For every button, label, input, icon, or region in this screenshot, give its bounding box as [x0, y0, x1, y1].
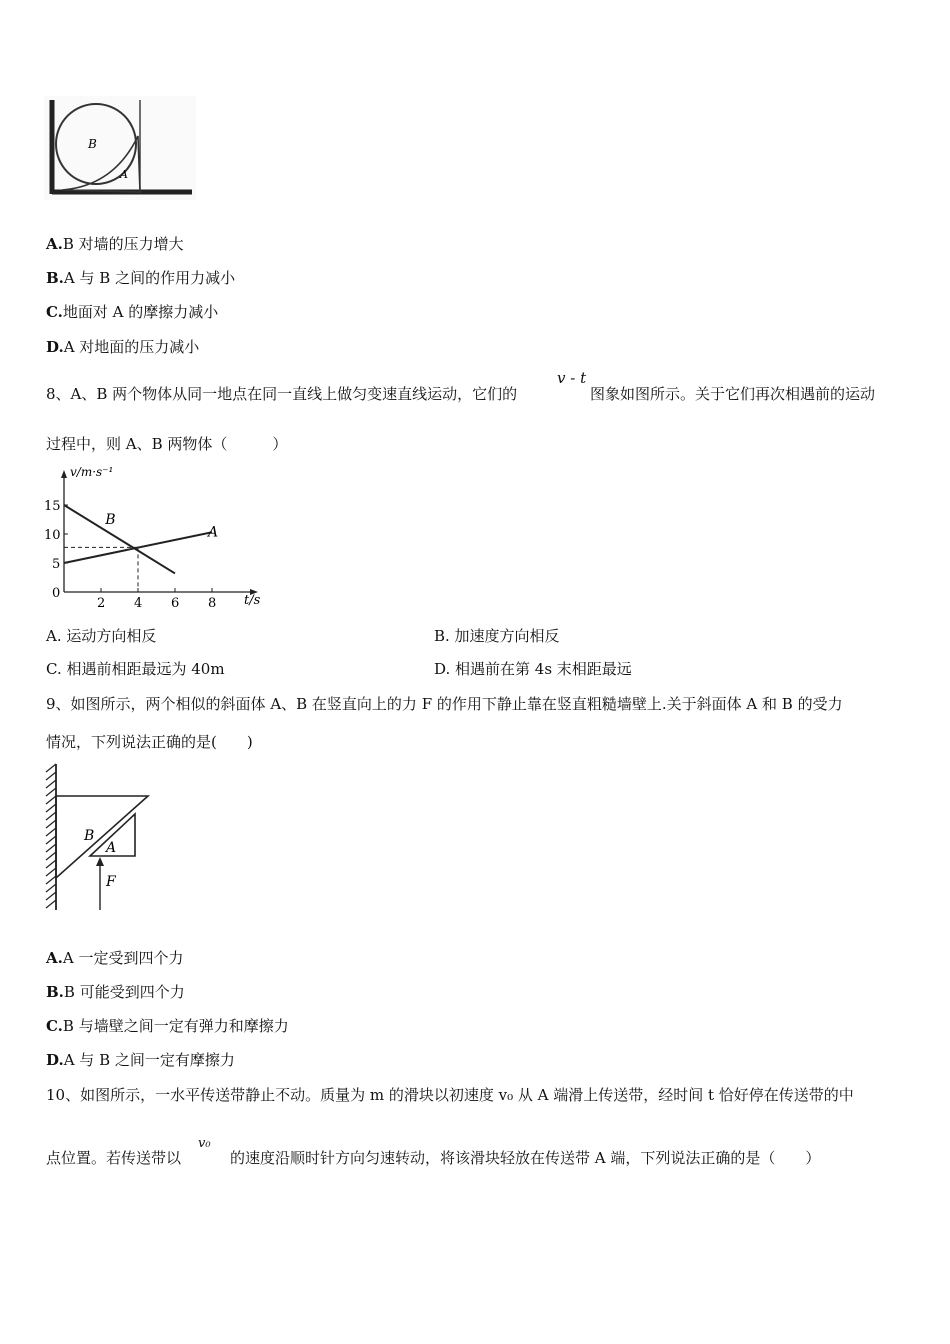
q7-option-d: D.A 对地面的压力减小 — [46, 338, 200, 356]
q9-option-b: B.B 可能受到四个力 — [46, 983, 185, 1001]
q8-option-d: D. 相遇前在第 4s 末相距最远 — [434, 660, 632, 678]
x-tick-label: 4 — [134, 596, 143, 610]
fig1-label-a: A — [120, 168, 128, 181]
q9-option-a: A.A 一定受到四个力 — [46, 949, 184, 967]
y-tick-label: 5 — [52, 557, 61, 572]
y-tick-label: 15 — [44, 499, 61, 514]
figure-circle-wall — [44, 96, 196, 200]
y-tick-label: 10 — [44, 528, 61, 543]
q9-stem-line2: 情况，下列说法正确的是( ) — [46, 733, 253, 751]
q9-stem-line1: 9、如图所示，两个相似的斜面体 A、B 在竖直向上的力 F 的作用下静止靠在竖直粗糙墙壁上.关于斜面体 A 和 B 的受力 — [46, 695, 843, 713]
x-axis-label: t/s — [244, 593, 261, 608]
q8-option-a: A. 运动方向相反 — [46, 627, 157, 645]
q8-option-b: B. 加速度方向相反 — [434, 627, 560, 645]
y-tick-label: 0 — [52, 586, 61, 601]
q10-v0-label: v₀ — [198, 1136, 211, 1151]
x-tick-label: 8 — [208, 596, 217, 610]
x-tick-label: 2 — [97, 596, 106, 610]
fig9-label-b: B — [84, 828, 95, 844]
q10-stem-line2-post: 的速度沿顺时针方向匀速转动，将该滑块轻放在传送带 A 端，下列说法正确的是（ ） — [230, 1149, 821, 1167]
fig9-label-f: F — [106, 874, 116, 890]
series-line-b — [64, 505, 175, 573]
y-axis-arrow — [61, 470, 67, 478]
q10-stem-line1: 10、如图所示，一水平传送带静止不动。质量为 m 的滑块以初速度 v₀ 从 A 端滑上传送带，经时间 t 恰好停在传送带的中 — [46, 1086, 854, 1104]
q7-option-a: A.B 对墙的压力增大 — [46, 235, 184, 253]
x-tick-label: 6 — [171, 596, 180, 610]
q8-option-c: C. 相遇前相距最远为 40m — [46, 660, 225, 678]
q8-stem-line2: 过程中，则 A、B 两物体（ ） — [46, 435, 288, 453]
q10-stem-line2-pre: 点位置。若传送带以 — [46, 1149, 182, 1167]
figure-wedges-wall — [40, 760, 160, 915]
q9-option-c: C.B 与墙壁之间一定有弹力和摩擦力 — [46, 1017, 289, 1035]
q9-option-d: D.A 与 B 之间一定有摩擦力 — [46, 1051, 235, 1069]
vt-chart — [40, 460, 270, 610]
series-label-b: B — [105, 512, 116, 529]
y-axis-label: v/m·s⁻¹ — [70, 465, 114, 479]
q8-vt-label: v - t — [557, 369, 587, 387]
fig1-label-b: B — [88, 137, 97, 151]
q7-option-c: C.地面对 A 的摩擦力减小 — [46, 303, 219, 321]
series-label-a: A — [208, 524, 219, 541]
q8-stem-line1-post: 图象如图所示。关于它们再次相遇前的运动 — [590, 385, 876, 403]
q8-stem-line1-pre: 8、A、B 两个物体从同一地点在同一直线上做匀变速直线运动，它们的 — [46, 385, 518, 403]
q7-option-b: B.A 与 B 之间的作用力减小 — [46, 269, 236, 287]
fig9-label-a: A — [106, 840, 117, 856]
